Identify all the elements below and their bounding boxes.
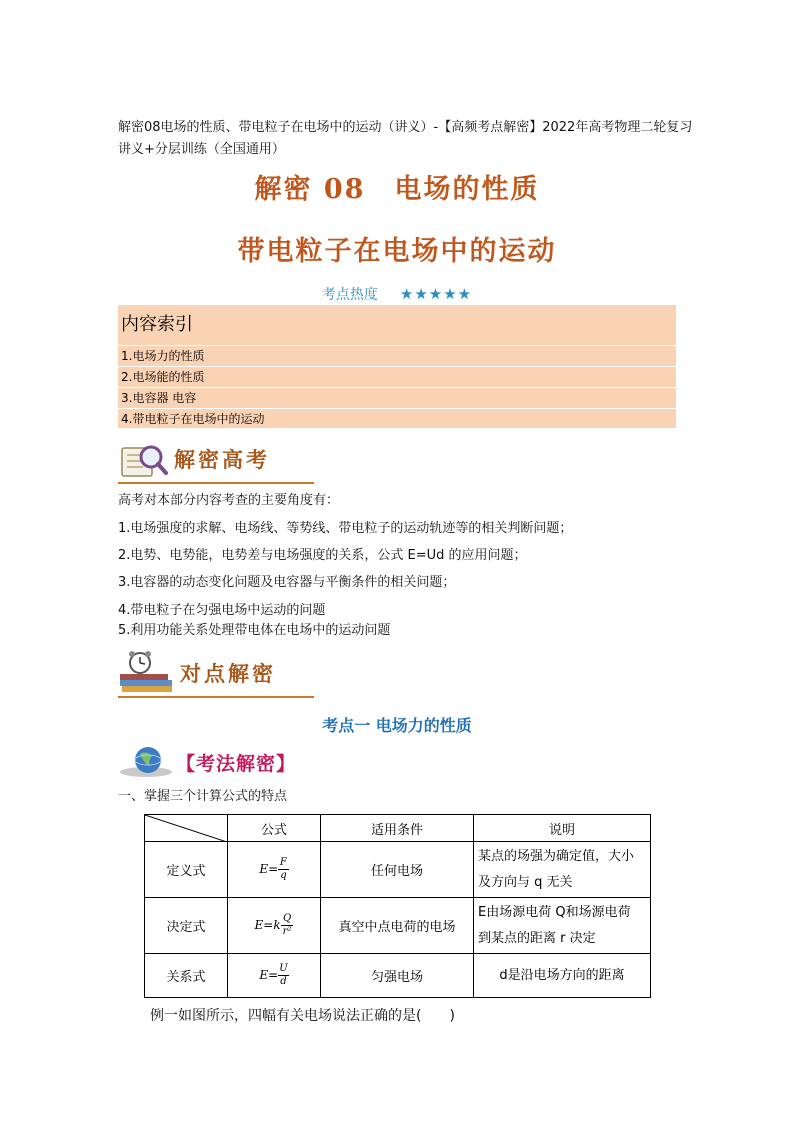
heat-label: 考点热度 <box>321 287 378 303</box>
banner-label: 解密高考 <box>174 447 270 472</box>
gaokao-point: 4.带电粒子在匀强电场中运动的问题 <box>118 603 326 618</box>
note-cell: d是沿电场方向的距离 <box>474 954 651 998</box>
page-title: 解密 08 电场的性质 <box>254 174 540 205</box>
formula-cell: E= $\frac{U}{d}$ <box>228 954 321 998</box>
banner-label: 对点解密 <box>180 661 276 686</box>
column-header: 公式 <box>228 815 321 842</box>
index-item: 1.电场力的性质 <box>118 345 676 366</box>
column-header: 适用条件 <box>321 815 474 842</box>
index-item: 3.电容器 电容 <box>118 387 676 408</box>
column-header: 说明 <box>474 815 651 842</box>
gaokao-point: 3.电容器的动态变化问题及电容器与平衡条件的相关问题； <box>118 575 456 590</box>
condition-cell: 真空中点电荷的电场 <box>321 898 474 954</box>
example-question: 例一如图所示，四幅有关电场说法正确的是( ) <box>150 1008 455 1024</box>
index-item: 4.带电粒子在电场中的运动 <box>118 408 676 429</box>
gaokao-point: 1.电场强度的求解、电场线、等势线、带电粒子的运动轨迹等的相关判断问题； <box>118 521 573 536</box>
gaokao-point: 2.电势、电势能，电势差与电场强度的关系，公式 E=Ud 的应用问题； <box>118 548 527 563</box>
globe-icon <box>118 744 174 780</box>
banner-underline <box>118 696 314 698</box>
formula-cell: E= $\frac{F}{q}$ <box>228 842 321 898</box>
section-banner-duidian <box>118 650 318 698</box>
method-banner <box>118 744 348 780</box>
page-subtitle: 带电粒子在电场中的运动 <box>237 236 557 267</box>
kaodian-title: 考点一 电场力的性质 <box>322 716 472 735</box>
section-banner-gaokao <box>118 440 318 484</box>
document-title: 解密08电场的性质、带电粒子在电场中的运动（讲义）-【高频考点解密】2022年高考物理二轮复习讲义+分层训练（全国通用） <box>118 120 693 157</box>
note-cell: E由场源电荷 Q和场源电荷 到某点的距离 r 决定 <box>474 898 651 954</box>
magnifier-notes-icon <box>118 440 170 482</box>
table-row <box>145 842 651 898</box>
condition-cell: 任何电场 <box>321 842 474 898</box>
clock-books-icon <box>118 650 176 696</box>
note-cell: 某点的场强为确定值，大小 及方向与 q 无关 <box>474 842 651 898</box>
index-heading: 内容索引 <box>121 314 193 335</box>
content-index <box>118 305 676 428</box>
index-item: 2.电场能的性质 <box>118 366 676 387</box>
table-row <box>145 954 651 998</box>
diagonal-line <box>145 815 227 842</box>
banner-underline <box>118 482 314 484</box>
difficulty-heat <box>0 284 794 304</box>
gaokao-point: 5.利用功能关系处理带电体在电场中的运动问题 <box>118 623 391 638</box>
formula-name: 定义式 <box>145 842 228 898</box>
formula-name: 决定式 <box>145 898 228 954</box>
formula-cell: E=k $\frac{Q}{\text{r²}}$ <box>228 898 321 954</box>
diagonal-header-cell <box>145 815 228 842</box>
formula-name: 关系式 <box>145 954 228 998</box>
table-row <box>145 898 651 954</box>
formula-table <box>144 814 651 998</box>
star-rating-icon: ★★★★★ <box>399 285 473 303</box>
gaokao-intro: 高考对本部分内容考查的主要角度有： <box>118 493 340 508</box>
subheading: 一、掌握三个计算公式的特点 <box>118 789 288 804</box>
table-header-row <box>145 815 651 842</box>
banner-label: 【考法解密】 <box>176 753 297 775</box>
condition-cell: 匀强电场 <box>321 954 474 998</box>
